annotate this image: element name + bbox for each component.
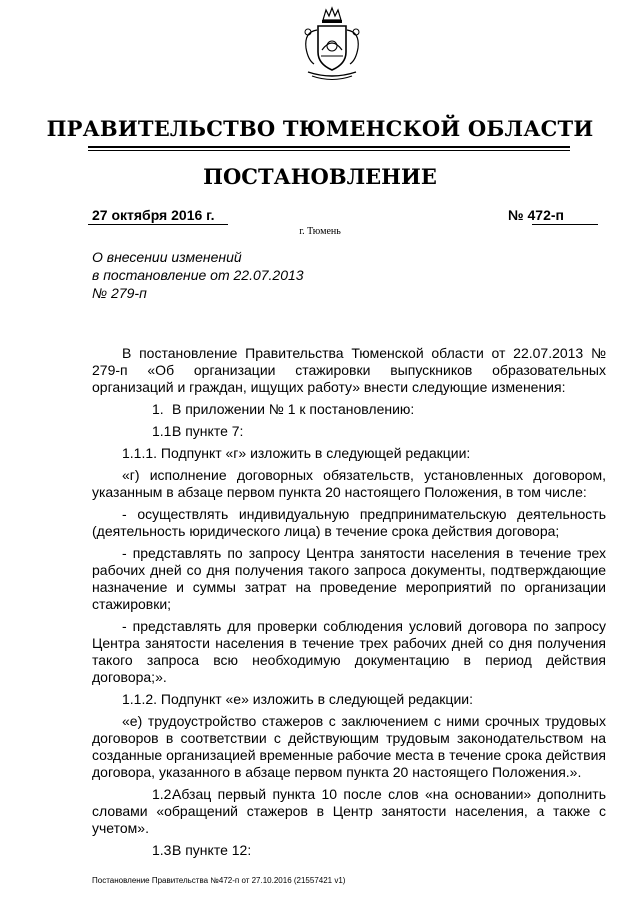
heading-rule-thin — [88, 150, 570, 151]
document-title: ПОСТАНОВЛЕНИЕ — [203, 164, 437, 189]
paragraph: В постановление Правительства Тюменской области от 22.07.2013 № 279-п «Об организации стажировки выпускников образовательных организаций и граждан, ищущих работу» внести следующие изменения: — [92, 345, 606, 395]
item-number: 1.1. — [152, 423, 176, 439]
item-text: В пункте 7: — [172, 423, 244, 439]
government-heading: ПРАВИТЕЛЬСТВО ТЮМЕНСКОЙ ОБЛАСТИ — [46, 116, 594, 141]
paragraph: «е) трудоустройство стажеров с заключением с ними срочных трудовых договоров в соответствии с действующим трудовым законодательством на созданные организацией временные рабочие места в течение срока действия договора, указанного в абзаце первом пункта 20 настоящего Положения.». — [92, 713, 606, 780]
paragraph — [92, 786, 606, 837]
item-number: 1.3. — [152, 842, 176, 858]
item-text: В приложении № 1 к постановлению: — [172, 401, 415, 417]
paragraph: - осуществлять индивидуальную предпринимательскую деятельность (деятельность юридического лица) в течение срока действия договора; — [92, 506, 606, 539]
city-label: г. Тюмень — [299, 226, 341, 237]
paragraph — [92, 401, 606, 418]
item-number: 1.2. — [152, 786, 176, 802]
coat-of-arms-icon — [296, 6, 368, 84]
paragraph: «г) исполнение договорных обязательств, установленных договором, указанным в абзаце первом пункта 20 настоящего Положения, в том числе: — [92, 467, 606, 500]
item-number: 1. — [152, 401, 164, 417]
paragraph: - представлять по запросу Центра занятости населения в течение трех рабочих дней со дня получения такого запроса документы, подтверждающие назначение и суммы затрат на проведение мероприятий по организации стажировки; — [92, 545, 606, 612]
item-text: Абзац первый пункта 10 после слов «на основании» дополнить словами «обращений стажеров в Центр занятости населения, а также с учетом». — [92, 786, 606, 836]
subject-line: О внесении изменений — [92, 249, 242, 265]
document-subject — [92, 248, 392, 302]
document-footer: Постановление Правительства №472-п от 27.10.2016 (21557421 v1) — [92, 876, 346, 885]
paragraph: 1.1.2. Подпункт «е» изложить в следующей редакции: — [122, 691, 473, 707]
item-text: В пункте 12: — [172, 842, 252, 858]
subject-line: в постановление от 22.07.2013 — [92, 267, 304, 283]
heading-rule — [88, 146, 570, 148]
paragraph — [92, 423, 606, 440]
number-underline — [532, 224, 598, 225]
paragraph: 1.1.1. Подпункт «г» изложить в следующей редакции: — [122, 445, 471, 461]
document-number: № 472-п — [508, 207, 564, 223]
paragraph — [92, 842, 606, 859]
document-date: 27 октября 2016 г. — [92, 207, 215, 223]
subject-line: № 279-п — [92, 285, 147, 301]
date-underline — [88, 224, 228, 225]
document-body — [92, 345, 606, 864]
paragraph: - представлять для проверки соблюдения условий договора по запросу Центра занятости населения в течение трех рабочих дней со дня получения такого запроса всю необходимую документацию в период действия договора;». — [92, 618, 606, 685]
